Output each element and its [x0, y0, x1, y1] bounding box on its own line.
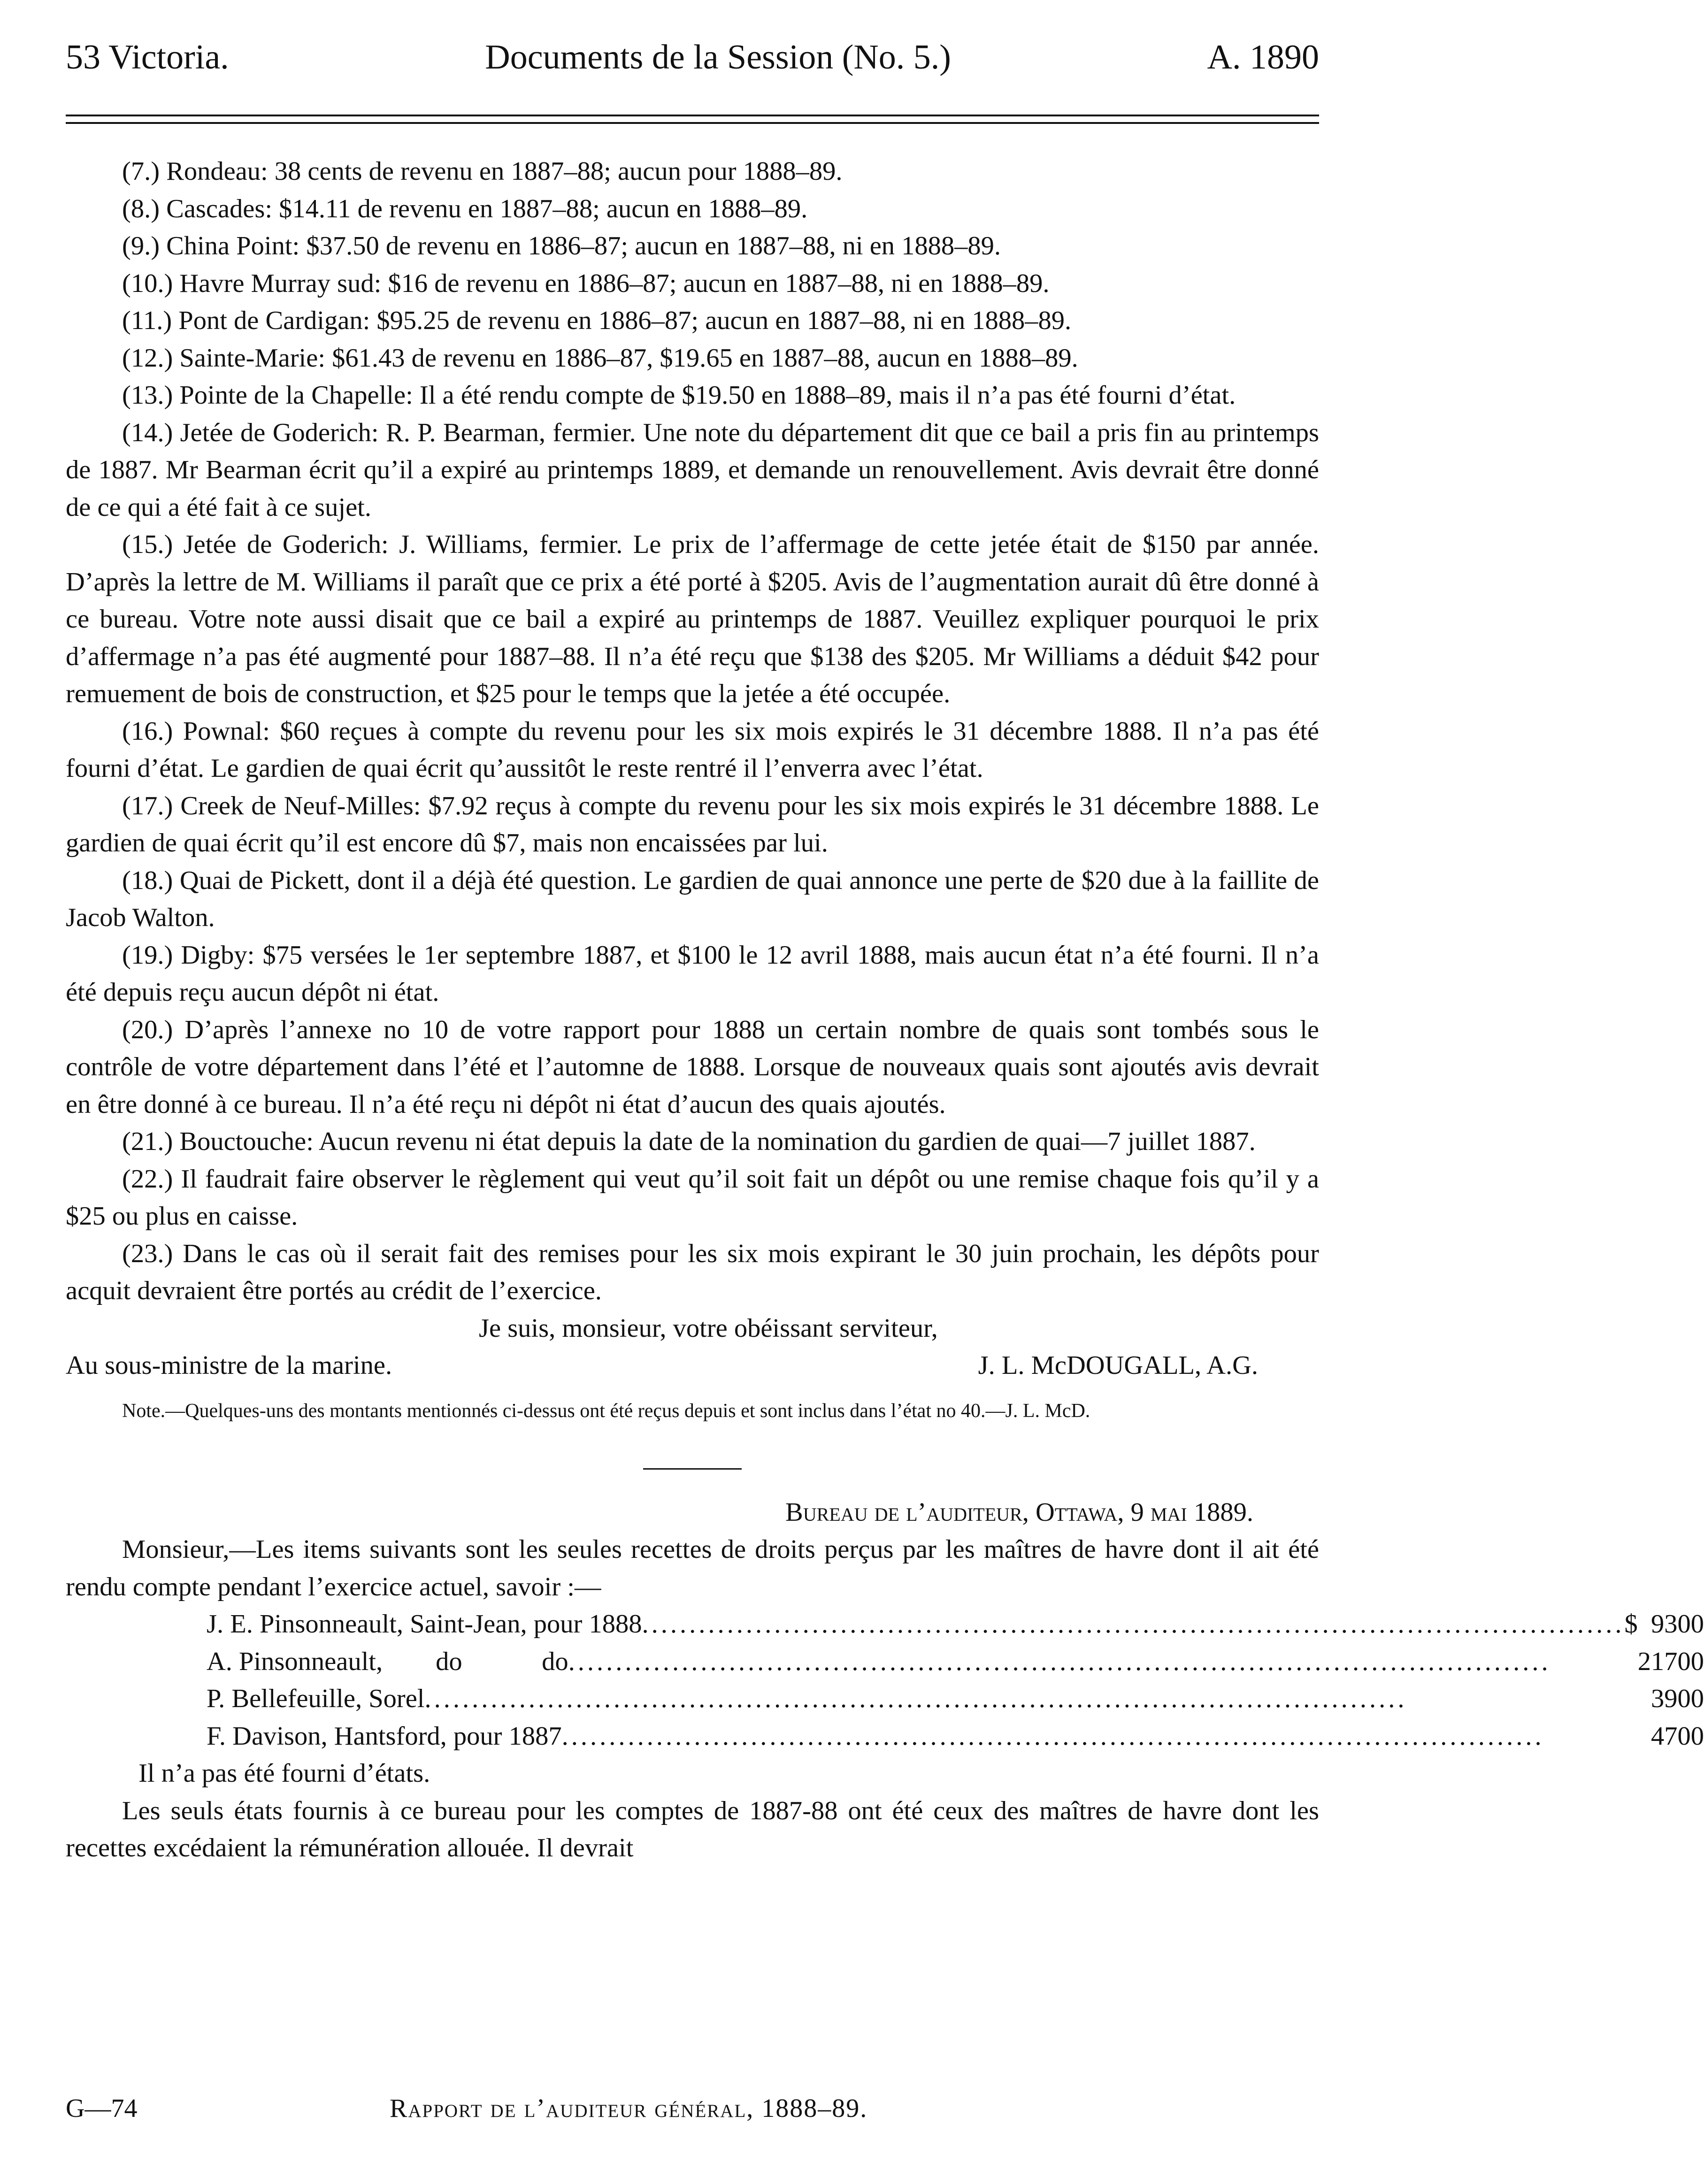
- paragraph-item-22: (22.) Il faudrait faire observer le règlement qui veut qu’il soit fait un dépôt ou une remise chaque fois qu’il y a $25 ou plus en caisse.: [66, 1164, 1319, 1231]
- paragraph-item-9: (9.) China Point: $37.50 de revenu en 1886–87; aucun en 1887–88, ni en 1888–89.: [122, 231, 1001, 261]
- paragraph-item-8: (8.) Cascades: $14.11 de revenu en 1887–88; aucun en 1888–89.: [122, 194, 808, 223]
- paragraph-item-15: (15.) Jetée de Goderich: J. Williams, fermier. Le prix de l’affermage de cette jetée était de $150 par année. D’après la lettre de M. Williams il paraît que ce prix a été porté à $205. Avis de l’augmentation aurait dû être donné à ce bureau. Votre note aussi disait que ce bail a expiré au printemps de 1887. Veuillez expliquer pourquoi le prix d’affermage n’a pas été augmenté pour 1887–88. Il n’a été reçu que $138 des $205. Mr Williams a déduit $42 pour remuement de bois de construction, et $25 pour le temps que la jetée a été occupée.: [66, 530, 1319, 708]
- dot-leader: ........................................................................................................: [561, 1721, 1544, 1751]
- receipt-cents: 00: [1677, 1684, 1704, 1713]
- paragraph-item-18: (18.) Quai de Pickett, dont il a déjà été question. Le gardien de quai annonce une perte de $20 due à la faillite de Jacob Walton.: [66, 866, 1319, 932]
- paragraph-item-11: (11.) Pont de Cardigan: $95.25 de revenu en 1886–87; aucun en 1887–88, ni en 1888–89.: [122, 306, 1072, 335]
- header-double-rule: [66, 115, 1319, 124]
- document-page: [66, 38, 1704, 1867]
- paragraph-item-10: (10.) Havre Murray sud: $16 de revenu en 1886–87; aucun en 1887–88, ni en 1888–89.: [122, 268, 1050, 298]
- paragraph-item-13: (13.) Pointe de la Chapelle: Il a été rendu compte de $19.50 en 1888–89, mais il n’a pas été fourni d’état.: [122, 381, 1236, 410]
- dot-leader: ........................................................................................................: [568, 1647, 1551, 1676]
- paragraph-item-16: (16.) Pownal: $60 reçues à compte du revenu pour les six mois expirés le 31 décembre 1888. Il n’a pas été fourni d’état. Le gardien de quai écrit qu’aussitôt le reste rentré il l’enverra avec l’état.: [66, 716, 1319, 783]
- letter2-intro: Monsieur,—Les items suivants sont les seules recettes de droits perçus par les maîtres de havre dont il ait été rendu compte pendant l’exercice actuel, savoir :—: [66, 1535, 1319, 1602]
- paragraph-item-21: (21.) Bouctouche: Aucun revenu ni état depuis la date de la nomination du gardien de quai—7 juillet 1887.: [122, 1127, 1256, 1156]
- receipt-name: A. Pinsonneault, do do: [207, 1647, 568, 1676]
- table-row: [207, 1643, 1704, 1681]
- receipt-cents: 00: [1677, 1647, 1704, 1676]
- paragraph-item-23: (23.) Dans le cas où il serait fait des remises pour les six mois expirant le 30 juin prochain, les dépôts pour acquit devraient être portés au crédit de l’exercice.: [66, 1239, 1319, 1305]
- header-year: A. 1890: [1207, 38, 1319, 77]
- receipt-amount: 39: [1650, 1684, 1678, 1713]
- signature: J. L. McDOUGALL, A.G.: [978, 1351, 1258, 1380]
- receipt-name: P. Bellefeuille, Sorel: [207, 1684, 425, 1713]
- receipt-name: F. Davison, Hantsford, pour 1887: [207, 1721, 562, 1751]
- section-divider: [643, 1468, 742, 1470]
- letter-body: [66, 153, 1704, 1867]
- header-session: 53 Victoria.: [66, 38, 229, 77]
- paragraph-item-20: (20.) D’après l’annexe no 10 de votre rapport pour 1888 un certain nombre de quais sont tombés sous le contrôle de votre département dans l’été et l’automne de 1888. Lorsque de nouveaux quais sont ajoutés avis devrait en être donné à ce bureau. Il n’a été reçu ni dépôt ni état d’aucun des quais ajoutés.: [66, 1015, 1319, 1119]
- receipts-table: [207, 1606, 1704, 1755]
- footnote: Note.—Quelques-uns des montants mentionnés ci-dessus ont été reçus depuis et sont inclus dans l’état no 40.—J. L. McD.: [122, 1400, 1090, 1422]
- closing-salutation: Je suis, monsieur, votre obéissant serviteur,: [479, 1313, 938, 1343]
- page-header: [66, 38, 1319, 93]
- table-row: [207, 1680, 1704, 1718]
- page-reference: G—74: [66, 2094, 138, 2123]
- table-row: [207, 1606, 1704, 1643]
- receipt-amount: 93: [1650, 1609, 1678, 1639]
- closing-paragraph: Les seuls états fournis à ce bureau pour les comptes de 1887-88 ont été ceux des maîtres de havre dont les recettes excédaient la rémunération allouée. Il devrait: [66, 1796, 1319, 1862]
- receipt-cents: 00: [1677, 1721, 1704, 1751]
- receipt-cents: 00: [1677, 1609, 1704, 1639]
- paragraph-item-17: (17.) Creek de Neuf-Milles: $7.92 reçus à compte du revenu pour les six mois expirés le 31 décembre 1888. Le gardien de quai écrit qu’il est encore dû $7, mais non encaissées par lui.: [66, 791, 1319, 858]
- dot-leader: ........................................................................................................: [642, 1609, 1625, 1639]
- dot-leader: ........................................................................................................: [424, 1684, 1407, 1713]
- paragraph-item-19: (19.) Digby: $75 versées le 1er septembre 1887, et $100 le 12 avril 1888, mais aucun état n’a été fourni. Il n’a été depuis reçu aucun dépôt ni état.: [66, 940, 1319, 1007]
- report-title: Rapport de l’auditeur général, 1888–89.: [390, 2094, 868, 2123]
- header-document-title: Documents de la Session (No. 5.): [485, 38, 951, 77]
- receipt-amount: 47: [1650, 1721, 1678, 1751]
- page-footer: [66, 2093, 1319, 2123]
- paragraph-item-7: (7.) Rondeau: 38 cents de revenu en 1887–88; aucun pour 1888–89.: [122, 157, 843, 186]
- table-row: [207, 1718, 1704, 1755]
- dateline: Bureau de l’auditeur, Ottawa, 9 mai 1889.: [785, 1497, 1253, 1527]
- addressee: Au sous-ministre de la marine.: [66, 1351, 392, 1380]
- receipt-amount: 217: [1637, 1647, 1678, 1676]
- paragraph-item-14: (14.) Jetée de Goderich: R. P. Bearman, fermier. Une note du département dit que ce bail a pris fin au printemps de 1887. Mr Bearman écrit qu’il a expiré au printemps 1889, et demande un renouvellement. Avis devrait être donné de ce qui a été fait à ce sujet.: [66, 418, 1319, 522]
- dollar-sign: $: [1624, 1609, 1638, 1639]
- paragraph-item-12: (12.) Sainte-Marie: $61.43 de revenu en 1886–87, $19.65 en 1887–88, aucun en 1888–89.: [122, 343, 1078, 373]
- receipt-name: J. E. Pinsonneault, Saint-Jean, pour 1888: [207, 1609, 642, 1639]
- no-statements-line: Il n’a pas été fourni d’états.: [138, 1759, 430, 1788]
- signature-row: [66, 1347, 1319, 1385]
